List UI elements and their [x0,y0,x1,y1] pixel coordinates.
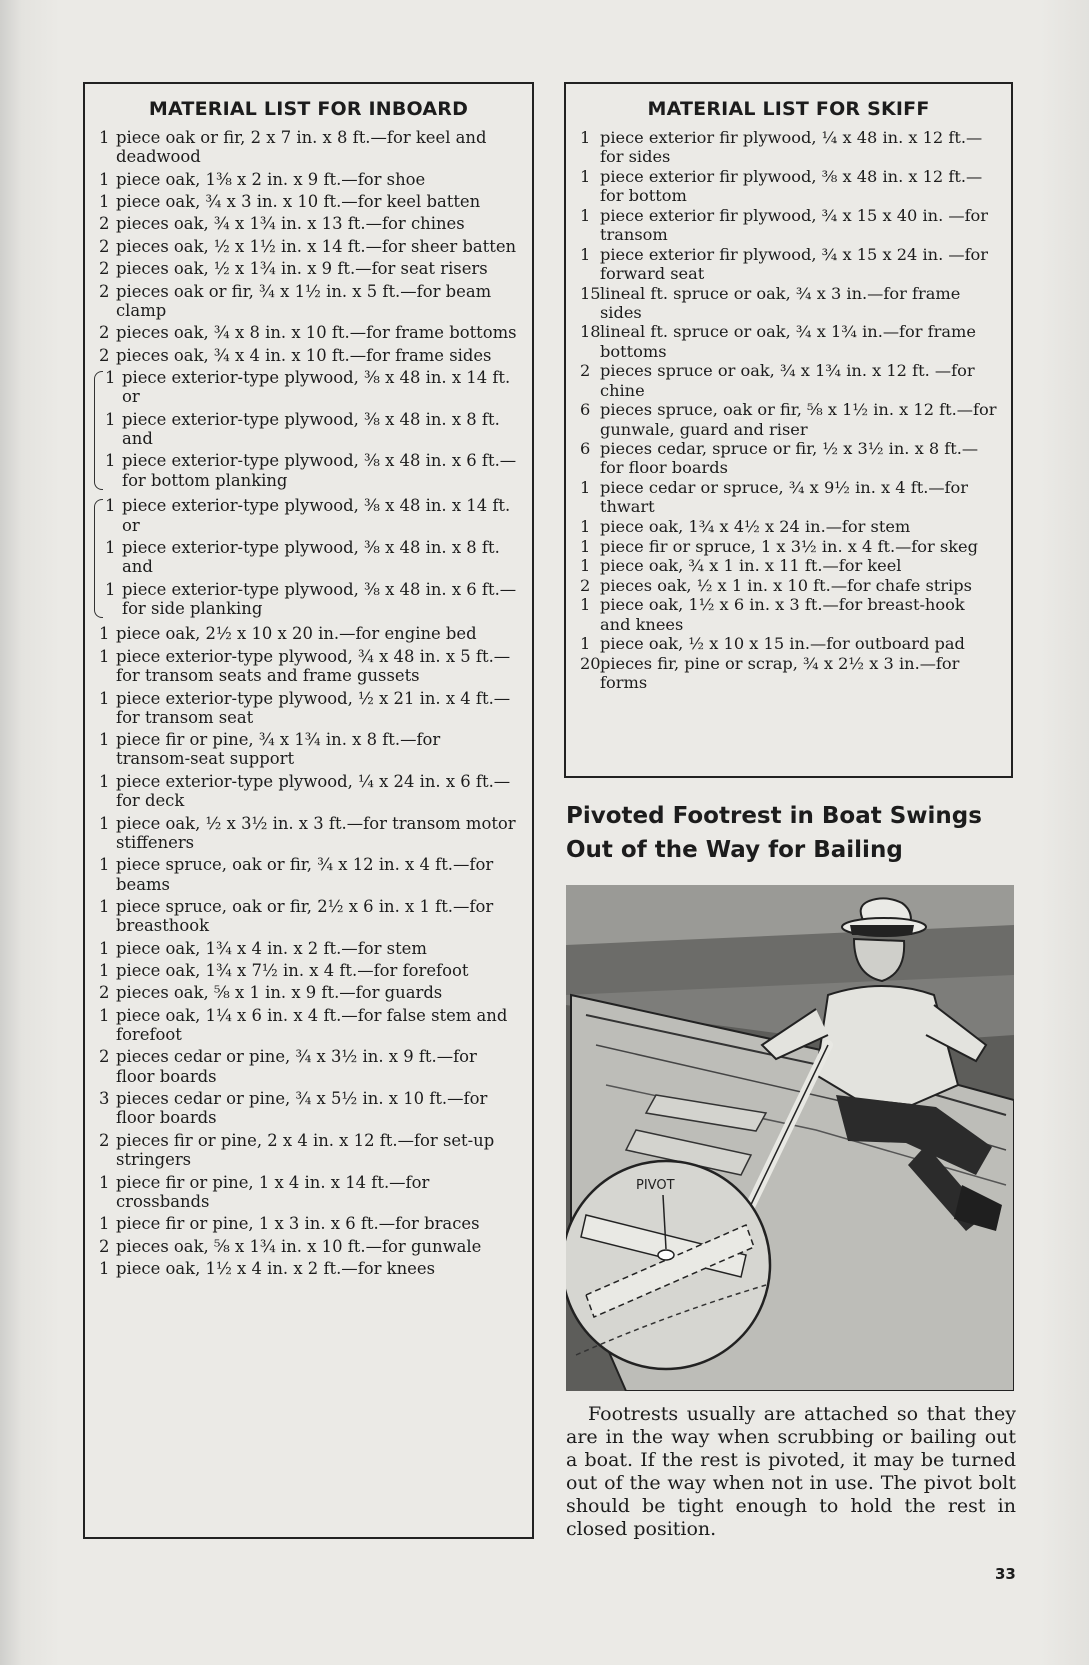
material-qty: 1 [105,368,116,388]
material-description: piece exterior-type plywood, ½ x 21 in. x 4 ft.—for transom seat [116,688,511,727]
material-qty: 1 [105,496,116,516]
material-description: pieces oak, ⅝ x 1¾ in. x 10 ft.—for gunwale [116,1236,482,1256]
material-item [99,1089,518,1128]
material-item [99,855,518,894]
material-description: piece fir or pine, 1 x 4 in. x 14 ft.—for crossbands [116,1172,430,1211]
material-qty: 2 [99,1047,110,1067]
material-item [99,1259,518,1278]
material-qty: 1 [99,1214,110,1234]
material-qty: 1 [580,595,591,615]
material-description: pieces oak, ¾ x 1¾ in. x 13 ft.—for chines [116,214,465,234]
material-qty: 1 [99,938,110,958]
material-qty: 1 [99,1005,110,1025]
material-item [99,282,518,321]
material-item [580,439,997,478]
material-description: pieces cedar or pine, ¾ x 5½ in. x 10 ft.—for floor boards [116,1089,488,1128]
material-description: piece exterior-type plywood, ⅜ x 48 in. x 6 ft.—for bottom planking [122,451,517,490]
material-qty: 1 [99,624,110,644]
material-qty: 1 [99,730,110,750]
material-qty: 1 [99,1259,110,1279]
material-item [99,192,518,211]
material-qty: 2 [99,281,110,301]
material-item [99,647,518,686]
material-qty: 1 [99,688,110,708]
material-qty: 3 [99,1089,110,1109]
material-item [105,496,518,535]
material-description: pieces spruce, oak or fir, ⅝ x 1½ in. x 12 ft.—for gunwale, guard and riser [600,400,997,439]
material-qty: 2 [99,259,110,279]
material-description: piece oak, 1¼ x 6 in. x 4 ft.—for false stem and forefoot [116,1005,508,1045]
material-qty: 1 [580,556,591,576]
material-item [99,730,518,769]
bottom-planking-items [105,368,518,493]
material-item [99,772,518,811]
page-number: 33 [995,1565,1016,1583]
material-item [99,1237,518,1256]
material-qty: 1 [105,579,116,599]
material-item [99,1173,518,1212]
material-qty: 1 [105,451,116,471]
article-title: Pivoted Footrest in Boat Swings Out of the Way for Bailing [566,803,982,863]
material-description: piece exterior fir plywood, ¼ x 48 in. x 12 ft.—for sides [600,128,983,167]
material-item [99,128,518,167]
material-description: pieces oak or fir, ¾ x 1½ in. x 5 ft.—for beam clamp [116,281,492,320]
material-description: piece fir or pine, ¾ x 1¾ in. x 8 ft.—for transom-seat support [116,730,441,769]
material-qty: 1 [580,244,591,264]
material-qty: 1 [580,516,591,536]
inboard-items-a [99,128,518,365]
material-description: piece oak, 1¾ x 4 in. x 2 ft.—for stem [116,938,427,958]
footrest-illustration [566,885,1014,1391]
material-item [99,346,518,365]
side-planking-group [99,496,518,621]
material-description: piece exterior-type plywood, ⅜ x 48 in. x 14 ft. or [122,496,511,535]
material-item [580,634,997,653]
material-qty: 20 [580,653,601,673]
material-description: pieces spruce or oak, ¾ x 1¾ in. x 12 ft. —for chine [600,361,975,400]
material-qty: 1 [99,961,110,981]
material-item [105,580,518,619]
material-description: pieces oak, ½ x 1½ in. x 14 ft.—for sheer batten [116,236,517,256]
material-qty: 1 [99,169,110,189]
side-planking-items [105,496,518,621]
material-description: piece exterior-type plywood, ⅜ x 48 in. x 14 ft. or [122,368,511,407]
material-item [580,361,997,400]
material-description: piece exterior-type plywood, ¼ x 24 in. x 6 ft.—for deck [116,771,511,811]
material-item [99,983,518,1002]
material-item [99,814,518,853]
material-description: piece exterior-type plywood, ⅜ x 48 in. x 8 ft. and [122,537,500,577]
material-description: piece fir or spruce, 1 x 3½ in. x 4 ft.—for skeg [600,536,978,556]
material-qty: 6 [580,400,591,420]
material-description: piece oak, ½ x 10 x 15 in.—for outboard pad [600,634,965,654]
material-qty: 1 [105,409,116,429]
pivot-label: PIVOT [636,1178,675,1193]
material-item [99,259,518,278]
material-description: piece exterior fir plywood, ¾ x 15 x 24 in. —for forward seat [600,244,989,283]
material-description: piece exterior-type plywood, ⅜ x 48 in. x 8 ft. and [122,409,500,449]
material-description: piece spruce, oak or fir, 2½ x 6 in. x 1 ft.—for breasthook [116,896,494,936]
material-item [105,410,518,449]
inboard-items-b [99,624,518,1278]
material-item [99,1047,518,1086]
material-description: pieces oak, ⅝ x 1 in. x 9 ft.—for guards [116,983,443,1003]
material-description: piece oak, 1½ x 4 in. x 2 ft.—for knees [116,1259,435,1279]
material-item [99,897,518,936]
material-qty: 18 [580,322,601,342]
material-item [99,939,518,958]
material-qty: 1 [99,771,110,791]
material-qty: 1 [580,205,591,225]
material-description: piece oak, 1¾ x 4½ x 24 in.—for stem [600,516,911,536]
skiff-list-title: MATERIAL LIST FOR SKIFF [647,98,930,120]
material-description: pieces oak, ¾ x 8 in. x 10 ft.—for frame bottoms [116,323,517,343]
material-description: piece oak, 2½ x 10 x 20 in.—for engine bed [116,624,477,644]
group-brace [94,371,103,490]
material-qty: 1 [580,634,591,654]
material-item [99,624,518,643]
material-item [99,1131,518,1170]
material-item [105,368,518,407]
material-qty: 2 [99,214,110,234]
inboard-material-list [83,82,534,1539]
material-item [99,323,518,342]
material-description: pieces fir or pine, 2 x 4 in. x 12 ft.—for set-up stringers [116,1130,495,1170]
material-description: piece fir or pine, 1 x 3 in. x 6 ft.—for braces [116,1214,480,1234]
material-qty: 1 [105,537,116,557]
material-item [99,1006,518,1045]
material-description: pieces cedar, spruce or fir, ½ x 3½ in. x 8 ft.—for floor boards [600,439,979,478]
material-qty: 1 [99,813,110,833]
material-qty: 2 [99,236,110,256]
material-item [105,451,518,490]
material-qty: 1 [580,166,591,186]
material-item [99,214,518,233]
material-item [99,237,518,256]
material-description: piece exterior-type plywood, ⅜ x 48 in. x 6 ft.—for side planking [122,579,517,618]
skiff-material-list [564,82,1013,778]
material-item [580,478,997,517]
material-description: pieces oak, ½ x 1 in. x 10 ft.—for chafe strips [600,575,972,595]
material-qty: 2 [99,345,110,365]
material-description: piece spruce, oak or fir, ¾ x 12 in. x 4 ft.—for beams [116,855,494,894]
material-qty: 1 [99,855,110,875]
material-qty: 1 [99,1172,110,1192]
material-item [99,1214,518,1233]
material-item [99,170,518,189]
material-description: piece oak, ¾ x 1 in. x 11 ft.—for keel [600,556,902,576]
material-description: lineal ft. spruce or oak, ¾ x 1¾ in.—for frame bottoms [600,322,976,361]
material-description: pieces oak, ¾ x 4 in. x 10 ft.—for frame sides [116,345,492,365]
material-item [580,576,997,595]
material-item [580,537,997,556]
material-qty: 1 [580,478,591,498]
article-body: Footrests usually are attached so that they are in the way when scrubbing or bailing out a boat. If the rest is pivoted, it may be turned out of the way when not in use. The pivot bolt should be tight enough to hold the rest in closed position. [566,1403,1016,1540]
material-description: piece oak or fir, 2 x 7 in. x 8 ft.—for keel and deadwood [116,128,487,167]
material-description: piece exterior fir plywood, ¾ x 15 x 40 in. —for transom [600,205,989,245]
material-qty: 1 [99,646,110,666]
material-description: piece oak, 1⅜ x 2 in. x 9 ft.—for shoe [116,169,426,189]
material-qty: 2 [99,1130,110,1150]
material-item [580,167,997,206]
material-description: piece exterior-type plywood, ¾ x 48 in. x 5 ft.—for transom seats and frame gussets [116,646,511,686]
group-brace [94,499,103,618]
material-item [580,245,997,284]
material-item [105,538,518,577]
material-qty: 1 [99,896,110,916]
material-qty: 2 [580,361,591,381]
material-qty: 2 [99,323,110,343]
material-item [99,961,518,980]
material-description: lineal ft. spruce or oak, ¾ x 3 in.—for frame sides [600,283,961,322]
material-qty: 1 [580,128,591,147]
material-qty: 1 [580,536,591,556]
material-qty: 1 [99,128,110,147]
material-qty: 2 [580,575,591,595]
material-qty: 2 [99,1236,110,1256]
material-item [580,206,997,245]
material-description: pieces cedar or pine, ¾ x 3½ in. x 9 ft.—for floor boards [116,1047,477,1086]
material-description: piece oak, ¾ x 3 in. x 10 ft.—for keel batten [116,192,481,212]
bottom-planking-group [99,368,518,493]
material-description: piece cedar or spruce, ¾ x 9½ in. x 4 ft.—for thwart [600,478,969,517]
material-description: piece oak, ½ x 3½ in. x 3 ft.—for transom motor stiffeners [116,813,516,852]
material-item [580,400,997,439]
material-description: pieces fir, pine or scrap, ¾ x 2½ x 3 in.—for forms [600,653,960,693]
material-item [580,128,997,167]
skiff-items [580,128,997,692]
material-item [580,654,997,693]
material-item [580,595,997,634]
material-description: piece oak, 1½ x 6 in. x 3 ft.—for breast-hook and knees [600,595,965,634]
material-item [580,517,997,536]
material-item [580,322,997,361]
material-item [99,689,518,728]
material-description: piece oak, 1¾ x 7½ in. x 4 ft.—for forefoot [116,961,469,981]
material-item [580,556,997,575]
material-description: piece exterior fir plywood, ⅜ x 48 in. x 12 ft.—for bottom [600,166,983,206]
material-qty: 1 [99,192,110,212]
material-qty: 6 [580,439,591,459]
material-qty: 15 [580,283,601,303]
inboard-list-title: MATERIAL LIST FOR INBOARD [148,98,469,120]
material-item [580,284,997,323]
material-qty: 2 [99,983,110,1003]
material-description: pieces oak, ½ x 1¾ in. x 9 ft.—for seat risers [116,259,488,279]
